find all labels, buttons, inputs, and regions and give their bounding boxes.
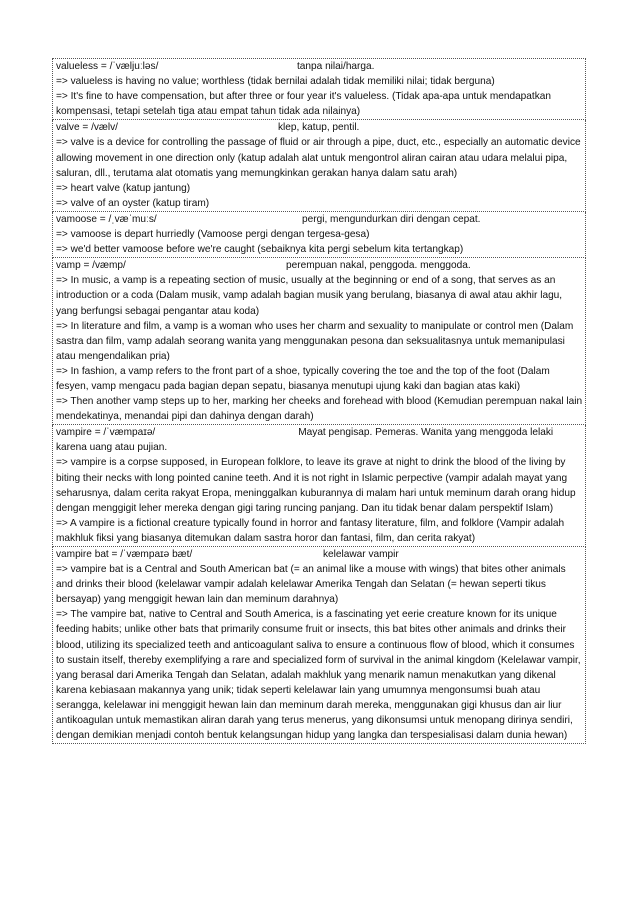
entry-term: vampire bat = /ˈvæmpaɪə bæt/ bbox=[56, 549, 193, 560]
entry-heading bbox=[56, 120, 583, 135]
entry-line: => A vampire is a fictional creature typically found in horror and fantasy literature, film, and folklore (Vampir adalah makhluk fiksi yang biasanya ditemukan dalam sastra horor dan fantasi, film, dan cerita rakyat) bbox=[56, 517, 565, 544]
entry-translation: klep, katup, pentil. bbox=[278, 122, 360, 134]
entry-line: => vampire is a corpse supposed, in European folklore, to leave its grave at night to drink the blood of the living by biting their necks with long pointed canine teeth. And it is not right in Islamic perpective (vampir adalah mayat yang seharusnya, dalam cerita rakyat Eropa, meninggalkan kuburannya di malam hari untuk meminum darah orang hidup dengan menggigit leher mereka dengan gigi taring runcing panjang. Dan itu tidak benar dalam perspektif Islam) bbox=[56, 457, 576, 514]
entry-translation: kelelawar vampir bbox=[323, 549, 399, 560]
entry-heading bbox=[56, 425, 583, 455]
entry-translation: Mayat pengisap. Pemeras. Wanita yang menggoda lelaki karena uang atau pujian. bbox=[56, 427, 554, 454]
entry-line: => It's fine to have compensation, but after three or four year it's valueless. (Tidak apa-apa untuk mendapatkan kompensasi, tetapi setelah tiga atau empat tahun tidak ada nilainya) bbox=[56, 91, 551, 118]
entry-line: => we'd better vamoose before we're caught (sebaiknya kita pergi sebelum kita tertangkap) bbox=[56, 244, 464, 256]
dictionary-entry-valueless bbox=[52, 58, 586, 120]
entry-heading bbox=[56, 258, 583, 273]
entry-heading bbox=[56, 59, 583, 74]
entry-line: => vamoose is depart hurriedly (Vamoose pergi dengan tergesa-gesa) bbox=[56, 229, 370, 241]
entry-translation: tanpa nilai/harga. bbox=[297, 61, 375, 72]
dictionary-entry-vampire bbox=[52, 425, 586, 547]
entry-term: vampire = /ˈvæmpaɪə/ bbox=[56, 427, 156, 439]
entry-translation: pergi, mengundurkan diri dengan cepat. bbox=[302, 213, 481, 225]
entry-line: => The vampire bat, native to Central and South America, is a fascinating yet eerie creature known for its unique feeding habits; unlike other bats that primarily consume fruit or insects, this bat bites other animals and drinks their blood, utilizing its specialized teeth and anticoagulant saliva to ensure a continuous flow of blood, which it consumes to sustain itself, thereby exemplifying a rare and specialized form of survival in the animal kingdom (Kelelawar vampir, yang berasal dari Amerika Tengah dan Selatan, adalah makhluk yang menarik namun menakutkan yang dikenal karena kebiasaan makannya yang unik; tidak seperti kelelawar lain yang umumnya mengonsumsi buah atau serangga, kelelawar ini menggigit hewan lain dan meminum darah mereka, menggunakan gigi khusus dan air liur antikoagulan untuk memastikan aliran darah yang terus menerus, yang dikonsumsi untuk menopang dirinya sendiri, dengan demikian menjadi contoh bentuk kelangsungan hidup yang langka dan terspesialisasi dalam dunia hewan) bbox=[56, 609, 581, 742]
entry-line: => valueless is having no value; worthless (tidak bernilai adalah tidak memiliki nilai; tidak berguna) bbox=[56, 76, 495, 88]
dictionary-entry-valve bbox=[52, 120, 586, 212]
entry-term: vamoose = /ˌvæˈmuːs/ bbox=[56, 213, 157, 225]
entry-line: => valve is a device for controlling the passage of fluid or air through a pipe, duct, etc., especially an automatic device allowing movement in one direction only (katup adalah alat untuk mengontrol aliran cairan atau udara melalui pipa, saluran, dll., terutama alat otomatis yang memungkinkan gerakan hanya dalam satu arah) bbox=[56, 137, 581, 179]
entry-line: => heart valve (katup jantung) bbox=[56, 182, 191, 194]
dictionary-entry-vampire-bat bbox=[52, 547, 586, 744]
entry-term: vamp = /væmp/ bbox=[56, 260, 126, 272]
entry-translation: perempuan nakal, penggoda. menggoda. bbox=[286, 260, 471, 272]
entry-line: => vampire bat is a Central and South American bat (= an animal like a mouse with wings) that bites other animals and drinks their blood (kelelawar vampir adalah kelelawar Amerika Tengah dan Selatan (= hewan seperti tikus bersayap) yang menggigit hewan lain dan meminum darahnya) bbox=[56, 564, 566, 606]
entry-line: => In literature and film, a vamp is a woman who uses her charm and sexuality to manipulate or control men (Dalam sastra dan film, vamp adalah seorang wanita yang menggunakan pesona dan seksualitasnya untuk memanipulasi atau mengendalikan pria) bbox=[56, 320, 574, 362]
dictionary-entry-vamp bbox=[52, 258, 586, 425]
entry-heading bbox=[56, 547, 583, 562]
entry-line: => Then another vamp steps up to her, marking her cheeks and forehead with blood (Kemudian perempuan nakal lain mendekatinya, menandai pipi dan dahinya dengan darah) bbox=[56, 396, 583, 423]
entry-term: valueless = /ˈvæljuːləs/ bbox=[56, 61, 159, 72]
dictionary-entry-vamoose bbox=[52, 212, 586, 258]
entry-heading bbox=[56, 212, 583, 227]
entry-line: => In fashion, a vamp refers to the front part of a shoe, typically covering the toe and the top of the foot (Dalam fesyen, vamp mengacu pada bagian depan sepatu, biasanya menutupi ujung kaki dan bagian atas kaki) bbox=[56, 365, 550, 392]
entry-line: => In music, a vamp is a repeating section of music, usually at the beginning or end of a song, that serves as an introduction or a coda (Dalam musik, vamp adalah bagian musik yang berulang, biasanya di awal atau akhir lagu, yang berfungsi sebagai pengantar atau koda) bbox=[56, 275, 563, 317]
dictionary-page bbox=[52, 58, 586, 744]
entry-line: => valve of an oyster (katup tiram) bbox=[56, 197, 210, 209]
entry-term: valve = /vælv/ bbox=[56, 122, 118, 134]
